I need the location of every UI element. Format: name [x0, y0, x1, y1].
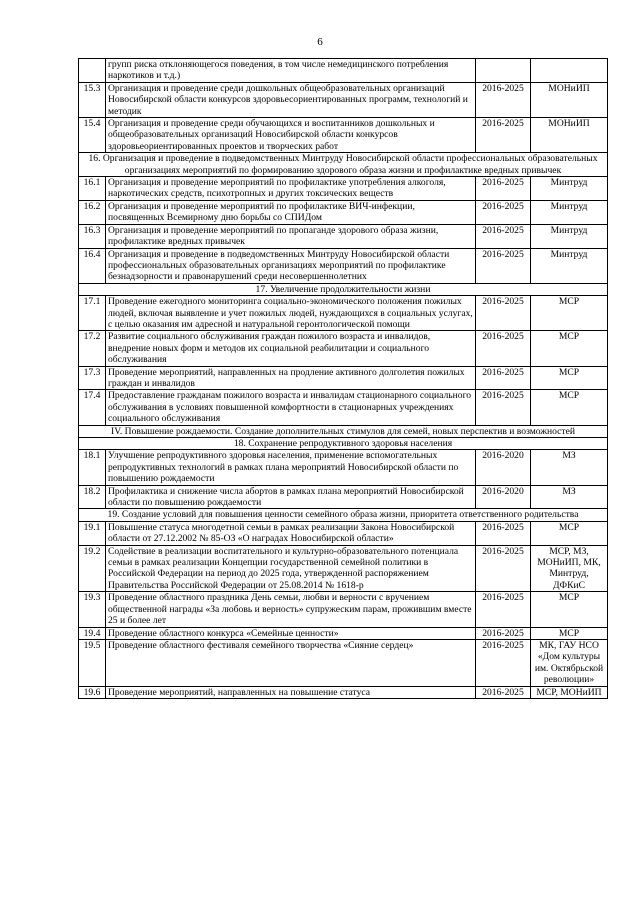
table-row [79, 592, 608, 627]
item-number [79, 59, 106, 83]
item-executor: МСР [531, 390, 608, 425]
item-executor: МОНиИП [531, 118, 608, 153]
section-header-row [79, 509, 608, 521]
item-description: Проведение областного фестиваля семейного творчества «Сияние сердец» [106, 639, 476, 686]
item-number: 17.3 [79, 366, 106, 390]
table-row [79, 521, 608, 545]
section-title: 17. Увеличение продолжительности жизни [79, 283, 608, 295]
section-header-row [79, 153, 608, 177]
table-row [79, 390, 608, 425]
item-executor: МСР [531, 366, 608, 390]
item-executor: МСР [531, 627, 608, 639]
item-description: Проведение мероприятий, направленных на продление активного долголетия пожилых граждан и инвалидов [106, 366, 476, 390]
item-executor: МСР [531, 296, 608, 331]
item-executor: Минтруд [531, 177, 608, 201]
item-executor: МСР, МЗ, МОНиИП, МК, Минтруд, ДФКиС [531, 545, 608, 592]
item-executor: МСР [531, 331, 608, 366]
item-executor: МЗ [531, 485, 608, 509]
item-executor [531, 59, 608, 83]
item-period: 2016-2025 [476, 118, 531, 153]
item-executor: МСР [531, 592, 608, 627]
table-row [79, 366, 608, 390]
item-description: Организация и проведение мероприятий по профилактике ВИЧ-инфекции, посвященных Всемирному дню борьбы со СПИДом [106, 200, 476, 224]
measures-table [78, 58, 608, 699]
item-number: 19.5 [79, 639, 106, 686]
item-executor: Минтруд [531, 200, 608, 224]
item-period: 2016-2025 [476, 248, 531, 283]
item-period: 2016-2025 [476, 331, 531, 366]
table-row [79, 296, 608, 331]
item-period: 2016-2025 [476, 82, 531, 117]
table-row [79, 627, 608, 639]
item-number: 17.1 [79, 296, 106, 331]
item-number: 15.3 [79, 82, 106, 117]
item-period: 2016-2025 [476, 545, 531, 592]
table-row [79, 639, 608, 686]
table-row [79, 545, 608, 592]
item-description: Развитие социального обслуживания граждан пожилого возраста и инвалидов, внедрение новых форм и методов их социальной реабилитации и социального обслуживания [106, 331, 476, 366]
item-description: Организация и проведение среди дошкольных общеобразовательных организаций Новосибирской области конкурсов здоровьесориентированных программ, технологий и методик [106, 82, 476, 117]
item-executor: МЗ [531, 450, 608, 485]
item-period: 2016-2025 [476, 177, 531, 201]
table-row [79, 118, 608, 153]
table-row [79, 224, 608, 248]
item-number: 16.1 [79, 177, 106, 201]
item-description: Организация и проведение мероприятий по пропаганде здорового образа жизни, профилактике вредных привычек [106, 224, 476, 248]
section-title: IV. Повышение рождаемости. Создание дополнительных стимулов для семей, новых перспектив и возможностей [79, 425, 608, 437]
table-row [79, 200, 608, 224]
item-period: 2016-2025 [476, 224, 531, 248]
section-title: 18. Сохранение репродуктивного здоровья населения [79, 438, 608, 450]
item-period: 2016-2025 [476, 627, 531, 639]
table-row [79, 248, 608, 283]
table-row [79, 450, 608, 485]
item-number: 19.2 [79, 545, 106, 592]
item-description: Проведение областного праздника День семьи, любви и верности с вручением общественной награды «За любовь и верность» супружеским парам, прожившим вместе 25 и более лет [106, 592, 476, 627]
item-number: 19.1 [79, 521, 106, 545]
section-header-row [79, 438, 608, 450]
item-number: 16.2 [79, 200, 106, 224]
page-number: 6 [317, 36, 323, 48]
item-period: 2016-2025 [476, 296, 531, 331]
item-period: 2016-2025 [476, 200, 531, 224]
item-executor: МСР, МОНиИП [531, 686, 608, 698]
item-period: 2016-2025 [476, 592, 531, 627]
item-description: Организация и проведение мероприятий по профилактике употребления алкоголя, наркотических средств, психотропных и других токсических веществ [106, 177, 476, 201]
item-period: 2016-2025 [476, 390, 531, 425]
item-description: Содействие в реализации воспитательного и культурно-образовательного потенциала семьи в рамках реализации Концепции государственной семейной политики в Российской Федерации на период до 2025 года, утвержденной распоряжением Правительства Российской Федерации от 25.08.2014 № 1618-р [106, 545, 476, 592]
item-description: Организация и проведение среди обучающихся и воспитанников дошкольных и общеобразовательных организаций Новосибирской области конкурсов здоровьеориентированных проектов и творческих работ [106, 118, 476, 153]
item-number: 19.4 [79, 627, 106, 639]
item-number: 18.2 [79, 485, 106, 509]
table-row [79, 331, 608, 366]
table-row [79, 177, 608, 201]
item-executor: МК, ГАУ НСО «Дом культуры им. Октябрьской революции» [531, 639, 608, 686]
item-period: 2016-2020 [476, 450, 531, 485]
item-description: Улучшение репродуктивного здоровья населения, применение вспомогательных репродуктивных технологий в рамках плана мероприятий Новосибирской области по повышению рождаемости [106, 450, 476, 485]
section-header-row [79, 425, 608, 437]
section-header-row [79, 283, 608, 295]
item-description: Предоставление гражданам пожилого возраста и инвалидам стационарного социального обслуживания в условиях повышенной комфортности в стационарных учреждениях социального обслуживания [106, 390, 476, 425]
item-period: 2016-2025 [476, 521, 531, 545]
item-description: групп риска отклоняющегося поведения, в том числе немедицинского потребления наркотиков и т.д.) [106, 59, 476, 83]
section-title: 16. Организация и проведение в подведомственных Минтруду Новосибирской области профессиональных образовательных организациях мероприятий по формированию здорового образа жизни и профилактике вредных привычек [79, 153, 608, 177]
item-number: 17.2 [79, 331, 106, 366]
section-title: 19. Создание условий для повышения ценности семейного образа жизни, приоритета ответственного родительства [79, 509, 608, 521]
item-period: 2016-2020 [476, 485, 531, 509]
item-executor: Минтруд [531, 248, 608, 283]
table-row [79, 686, 608, 698]
item-description: Проведение ежегодного мониторинга социально-экономического положения пожилых людей, включая выявление и учет пожилых людей, нуждающихся в социальных услугах, с целью оказания им адресной и натуральной геронтологической помощи [106, 296, 476, 331]
item-description: Проведение мероприятий, направленных на повышение статуса [106, 686, 476, 698]
item-description: Повышение статуса многодетной семьи в рамках реализации Закона Новосибирской области от 27.12.2002 № 85-ОЗ «О наградах Новосибирской области» [106, 521, 476, 545]
item-description: Профилактика и снижение числа абортов в рамках плана мероприятий Новосибирской области по повышению рождаемости [106, 485, 476, 509]
item-period [476, 59, 531, 83]
item-description: Организация и проведение в подведомственных Минтруду Новосибирской области профессиональных образовательных организациях мероприятий по профилактике безнадзорности и правонарушений среди несовершеннолетних [106, 248, 476, 283]
item-number: 19.6 [79, 686, 106, 698]
item-number: 16.4 [79, 248, 106, 283]
item-number: 18.1 [79, 450, 106, 485]
item-number: 16.3 [79, 224, 106, 248]
table-row [79, 485, 608, 509]
table-row [79, 82, 608, 117]
item-executor: Минтруд [531, 224, 608, 248]
item-period: 2016-2025 [476, 639, 531, 686]
item-executor: МСР [531, 521, 608, 545]
item-number: 19.3 [79, 592, 106, 627]
item-description: Проведение областного конкурса «Семейные ценности» [106, 627, 476, 639]
item-period: 2016-2025 [476, 366, 531, 390]
item-number: 17.4 [79, 390, 106, 425]
item-executor: МОНиИП [531, 82, 608, 117]
item-period: 2016-2025 [476, 686, 531, 698]
item-number: 15.4 [79, 118, 106, 153]
table-row [79, 59, 608, 83]
